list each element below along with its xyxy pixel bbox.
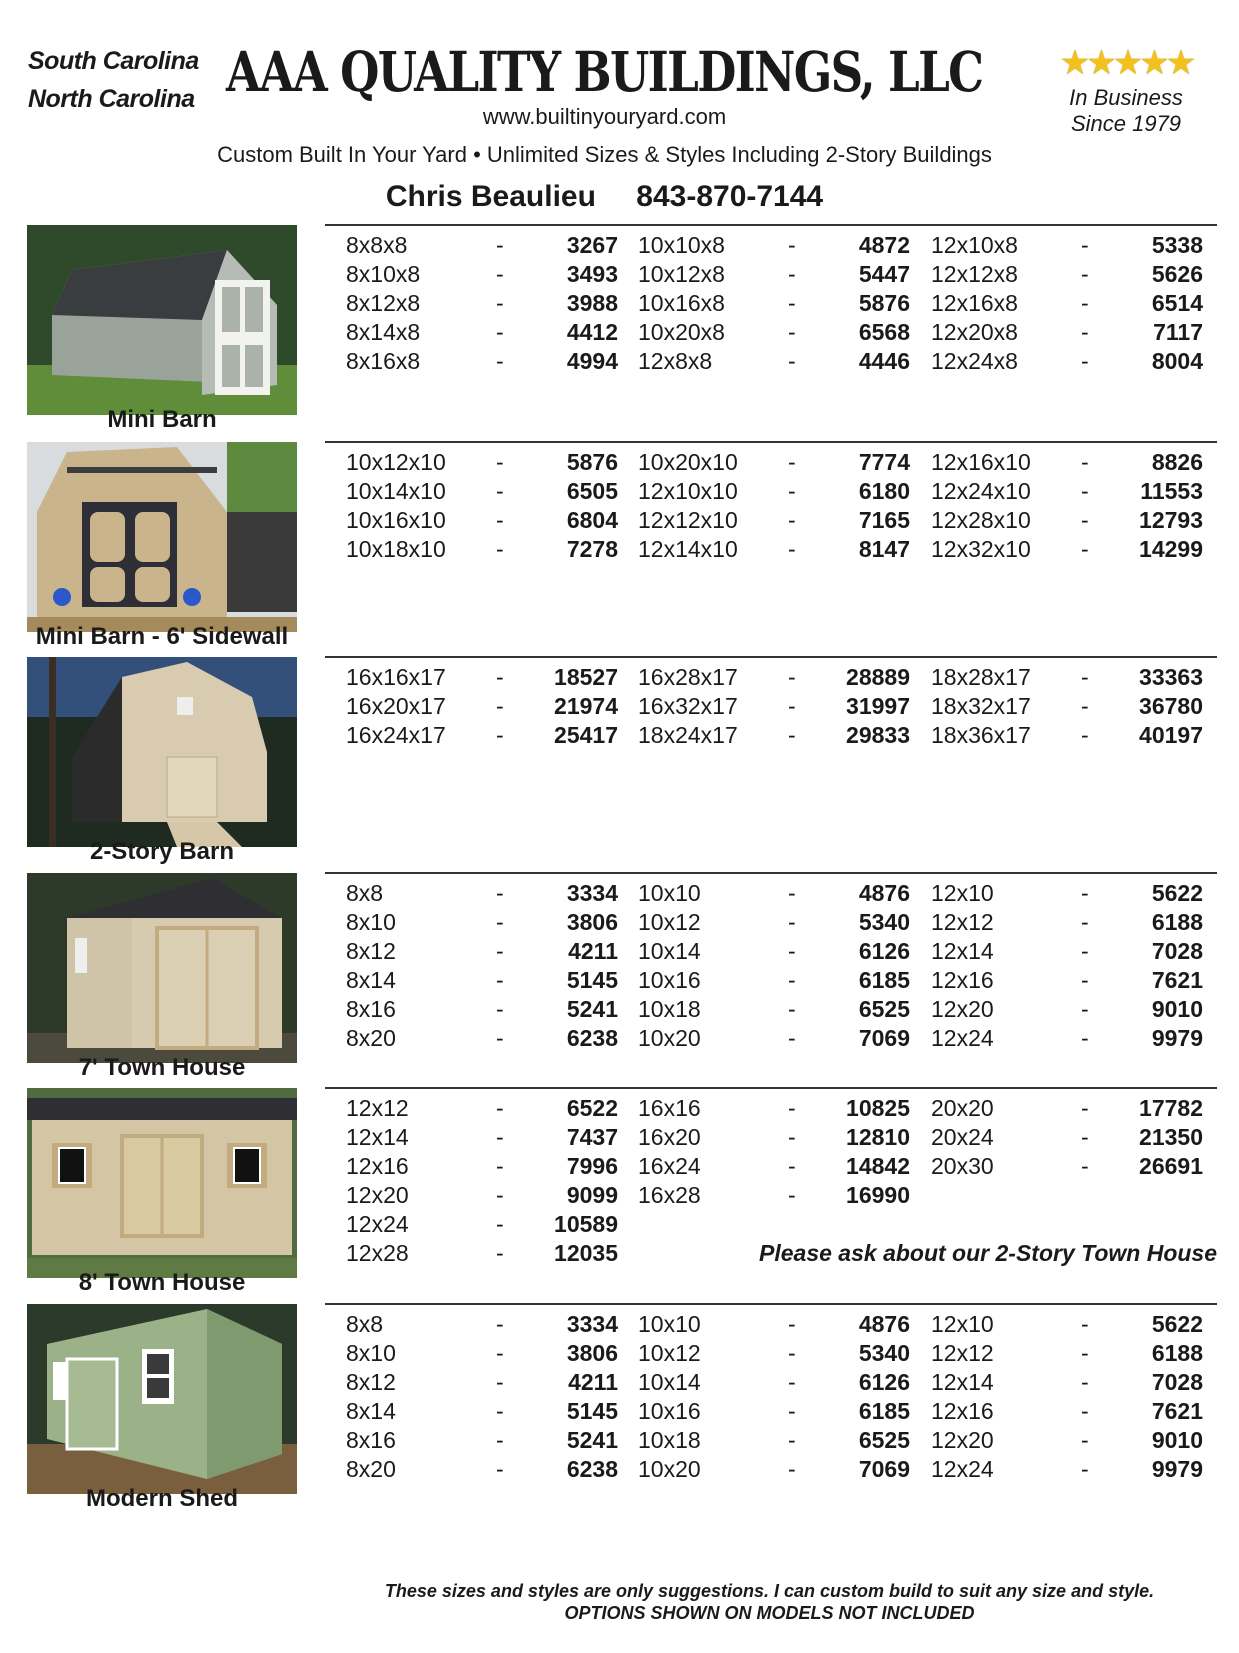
size-label: 12x16x8	[931, 290, 1018, 316]
size-label: 12x16	[931, 1398, 994, 1424]
price-value: 28889	[846, 664, 910, 690]
price-value: 6514	[1151, 290, 1203, 316]
size-label: 10x12x10	[346, 449, 446, 475]
price-value: 4876	[858, 880, 910, 906]
size-label: 10x16	[638, 1398, 701, 1424]
price-value: 6126	[858, 938, 910, 964]
price-value: 11553	[1140, 478, 1203, 504]
separator-dash: -	[1081, 507, 1089, 533]
separator-dash: -	[496, 1182, 504, 1208]
separator-dash: -	[788, 1311, 796, 1337]
price-value: 6505	[566, 478, 618, 504]
size-label: 8x12	[346, 938, 396, 964]
size-label: 12x20	[931, 996, 994, 1022]
separator-dash: -	[1081, 996, 1089, 1022]
price-value: 7117	[1153, 319, 1203, 345]
price-value: 8004	[1151, 348, 1203, 374]
size-label: 8x20	[346, 1456, 396, 1482]
size-label: 12x16	[346, 1153, 409, 1179]
size-label: 12x14x10	[638, 536, 738, 562]
size-label: 12x12x10	[638, 507, 738, 533]
size-label: 12x16x10	[931, 449, 1031, 475]
building-photo	[27, 442, 297, 632]
price-value: 6185	[858, 967, 910, 993]
state-south-carolina: South Carolina	[28, 47, 199, 75]
size-label: 10x14	[638, 1369, 701, 1395]
size-label: 12x20x8	[931, 319, 1018, 345]
price-value: 3806	[566, 1340, 618, 1366]
price-value: 6126	[858, 1369, 910, 1395]
badge-line-1: In Business	[1069, 85, 1183, 110]
separator-dash: -	[788, 319, 796, 345]
price-value: 9979	[1151, 1456, 1203, 1482]
separator-dash: -	[1081, 909, 1089, 935]
size-label: 12x20	[346, 1182, 409, 1208]
separator-dash: -	[496, 290, 504, 316]
size-label: 10x12x8	[638, 261, 725, 287]
price-value: 3806	[566, 909, 618, 935]
size-label: 16x24x17	[346, 722, 446, 748]
size-label: 12x8x8	[638, 348, 713, 374]
separator-dash: -	[496, 507, 504, 533]
price-value: 26691	[1139, 1153, 1203, 1179]
size-label: 12x32x10	[931, 536, 1031, 562]
size-label: 12x10x8	[931, 232, 1018, 258]
separator-dash: -	[1081, 348, 1089, 374]
separator-dash: -	[1081, 536, 1089, 562]
separator-dash: -	[788, 1456, 796, 1482]
separator-dash: -	[788, 507, 796, 533]
price-value: 4876	[858, 1311, 910, 1337]
size-label: 8x20	[346, 1025, 396, 1051]
separator-dash: -	[496, 1095, 504, 1121]
separator-dash: -	[788, 1369, 796, 1395]
price-value: 6522	[566, 1095, 618, 1121]
size-label: 10x10	[638, 880, 701, 906]
separator-dash: -	[496, 1153, 504, 1179]
price-value: 5340	[858, 909, 910, 935]
price-value: 6238	[566, 1456, 618, 1482]
separator-dash: -	[496, 1311, 504, 1337]
separator-dash: -	[1081, 1124, 1089, 1150]
separator-dash: -	[788, 261, 796, 287]
price-value: 6525	[858, 1427, 910, 1453]
price-value: 21974	[554, 693, 618, 719]
separator-dash: -	[1081, 1153, 1089, 1179]
price-value: 3334	[566, 880, 618, 906]
price-value: 9010	[1151, 1427, 1203, 1453]
size-label: 8x14	[346, 967, 396, 993]
separator-dash: -	[496, 319, 504, 345]
building-style-caption: Mini Barn - 6' Sidewall	[35, 623, 289, 650]
price-value: 5145	[566, 1398, 618, 1424]
price-value: 6180	[858, 478, 910, 504]
price-value: 7028	[1151, 1369, 1203, 1395]
size-label: 10x20	[638, 1025, 701, 1051]
price-value: 6188	[1151, 909, 1203, 935]
separator-dash: -	[1081, 938, 1089, 964]
size-label: 10x14	[638, 938, 701, 964]
price-value: 7278	[566, 536, 618, 562]
size-label: 10x14x10	[346, 478, 446, 504]
size-label: 16x16x17	[346, 664, 446, 690]
state-north-carolina: North Carolina	[28, 85, 195, 113]
size-label: 16x20	[638, 1124, 701, 1150]
building-style-caption: 8' Town House	[78, 1269, 246, 1296]
separator-dash: -	[496, 261, 504, 287]
price-value: 29833	[846, 722, 910, 748]
five-star-rating-icon: ★★★★★	[1059, 44, 1193, 82]
separator-dash: -	[1081, 1025, 1089, 1051]
section-divider	[325, 872, 1217, 874]
size-label: 10x20	[638, 1456, 701, 1482]
size-label: 8x12	[346, 1369, 396, 1395]
size-label: 12x14	[346, 1124, 409, 1150]
separator-dash: -	[496, 722, 504, 748]
price-value: 21350	[1139, 1124, 1203, 1150]
size-label: 10x18x10	[346, 536, 446, 562]
price-value: 5447	[858, 261, 910, 287]
size-label: 10x16x10	[346, 507, 446, 533]
section-divider	[325, 1303, 1217, 1305]
size-label: 12x28	[346, 1240, 409, 1266]
price-value: 5622	[1151, 1311, 1203, 1337]
price-value: 31997	[846, 693, 910, 719]
separator-dash: -	[1081, 664, 1089, 690]
size-label: 18x32x17	[931, 693, 1031, 719]
size-label: 8x10	[346, 1340, 396, 1366]
size-label: 12x16	[931, 967, 994, 993]
size-label: 10x20x8	[638, 319, 725, 345]
contact-line	[0, 180, 1239, 214]
two-story-town-house-note: Please ask about our 2-Story Town House	[759, 1240, 1217, 1266]
separator-dash: -	[496, 348, 504, 374]
building-photo	[27, 873, 297, 1063]
size-label: 12x24	[346, 1211, 409, 1237]
size-label: 8x14	[346, 1398, 396, 1424]
separator-dash: -	[496, 880, 504, 906]
separator-dash: -	[788, 1398, 796, 1424]
price-value: 7996	[566, 1153, 618, 1179]
price-value: 7621	[1151, 967, 1203, 993]
price-value: 17782	[1139, 1095, 1203, 1121]
price-value: 5241	[566, 996, 618, 1022]
price-value: 6804	[566, 507, 618, 533]
price-value: 3267	[566, 232, 618, 258]
size-label: 10x18	[638, 996, 701, 1022]
size-label: 12x14	[931, 938, 994, 964]
separator-dash: -	[1081, 290, 1089, 316]
separator-dash: -	[1081, 1456, 1089, 1482]
building-style-caption: 7' Town House	[78, 1054, 246, 1081]
size-label: 8x10x8	[346, 261, 421, 287]
size-label: 16x28	[638, 1182, 701, 1208]
price-value: 4211	[568, 938, 618, 964]
price-value: 5241	[566, 1427, 618, 1453]
separator-dash: -	[496, 967, 504, 993]
tagline: Custom Built In Your Yard • Unlimited Sizes & Styles Including 2-Story Buildings	[217, 142, 992, 167]
price-value: 4211	[568, 1369, 618, 1395]
price-value: 6185	[858, 1398, 910, 1424]
price-value: 8826	[1151, 449, 1203, 475]
separator-dash: -	[1081, 693, 1089, 719]
separator-dash: -	[1081, 1095, 1089, 1121]
size-label: 16x32x17	[638, 693, 738, 719]
building-photo	[27, 1304, 297, 1494]
building-style-caption: Mini Barn	[107, 406, 217, 433]
separator-dash: -	[1081, 1398, 1089, 1424]
separator-dash: -	[496, 536, 504, 562]
size-label: 12x28x10	[931, 507, 1031, 533]
size-label: 12x24x10	[931, 478, 1031, 504]
separator-dash: -	[1081, 1369, 1089, 1395]
price-value: 16990	[846, 1182, 910, 1208]
price-value: 9979	[1151, 1025, 1203, 1051]
price-value: 9010	[1151, 996, 1203, 1022]
size-label: 12x24	[931, 1456, 994, 1482]
price-value: 10589	[554, 1211, 618, 1237]
size-label: 20x24	[931, 1124, 994, 1150]
separator-dash: -	[788, 938, 796, 964]
price-value: 36780	[1139, 693, 1203, 719]
size-label: 8x10	[346, 909, 396, 935]
contact-name: Chris Beaulieu	[385, 180, 596, 213]
separator-dash: -	[788, 1153, 796, 1179]
size-label: 16x20x17	[346, 693, 446, 719]
size-label: 16x16	[638, 1095, 701, 1121]
price-value: 5876	[858, 290, 910, 316]
size-label: 12x24	[931, 1025, 994, 1051]
size-label: 10x16x8	[638, 290, 725, 316]
footer-disclaimer	[300, 1580, 1239, 1624]
building-photo	[27, 1088, 297, 1278]
size-label: 18x36x17	[931, 722, 1031, 748]
price-value: 4994	[566, 348, 618, 374]
separator-dash: -	[788, 232, 796, 258]
price-value: 18527	[554, 664, 618, 690]
in-business-badge	[1046, 46, 1206, 138]
price-value: 7069	[858, 1025, 910, 1051]
size-label: 20x30	[931, 1153, 994, 1179]
size-label: 18x24x17	[638, 722, 738, 748]
size-label: 8x16x8	[346, 348, 421, 374]
size-label: 8x16	[346, 1427, 396, 1453]
building-photo	[27, 657, 297, 847]
website-link[interactable]: www.builtinyouryard.com	[482, 104, 727, 129]
price-value: 5622	[1151, 880, 1203, 906]
badge-line-2: Since 1979	[1070, 111, 1182, 136]
size-label: 18x28x17	[931, 664, 1031, 690]
separator-dash: -	[496, 232, 504, 258]
price-value: 3334	[566, 1311, 618, 1337]
separator-dash: -	[788, 348, 796, 374]
size-label: 10x10	[638, 1311, 701, 1337]
separator-dash: -	[788, 722, 796, 748]
section-divider	[325, 656, 1217, 658]
building-photo	[27, 225, 297, 415]
separator-dash: -	[1081, 449, 1089, 475]
separator-dash: -	[496, 1369, 504, 1395]
separator-dash: -	[788, 1095, 796, 1121]
size-label: 12x10	[931, 880, 994, 906]
size-label: 8x14x8	[346, 319, 421, 345]
price-value: 4872	[858, 232, 910, 258]
separator-dash: -	[788, 1340, 796, 1366]
size-label: 8x12x8	[346, 290, 421, 316]
size-label: 12x14	[931, 1369, 994, 1395]
separator-dash: -	[496, 1124, 504, 1150]
separator-dash: -	[788, 693, 796, 719]
size-label: 12x12	[931, 909, 994, 935]
size-label: 10x16	[638, 967, 701, 993]
separator-dash: -	[496, 938, 504, 964]
separator-dash: -	[496, 1025, 504, 1051]
size-label: 16x28x17	[638, 664, 738, 690]
separator-dash: -	[1081, 1311, 1089, 1337]
separator-dash: -	[788, 967, 796, 993]
size-label: 12x12	[346, 1095, 409, 1121]
price-value: 14842	[846, 1153, 910, 1179]
separator-dash: -	[788, 1025, 796, 1051]
price-value: 25417	[554, 722, 618, 748]
separator-dash: -	[788, 1182, 796, 1208]
price-value: 12793	[1139, 507, 1203, 533]
size-label: 10x10x8	[638, 232, 725, 258]
size-label: 16x24	[638, 1153, 701, 1179]
separator-dash: -	[496, 1427, 504, 1453]
size-label: 8x8	[346, 880, 384, 906]
separator-dash: -	[788, 449, 796, 475]
separator-dash: -	[1081, 880, 1089, 906]
price-value: 10825	[846, 1095, 910, 1121]
price-value: 3493	[566, 261, 618, 287]
footer-line-1: These sizes and styles are only suggestions. I can custom build to suit any size and style.	[384, 1581, 1155, 1601]
size-label: 10x12	[638, 909, 701, 935]
building-style-caption: 2-Story Barn	[89, 838, 235, 865]
size-label: 8x8	[346, 1311, 384, 1337]
footer-line-2: OPTIONS SHOWN ON MODELS NOT INCLUDED	[564, 1603, 975, 1623]
price-value: 6238	[566, 1025, 618, 1051]
separator-dash: -	[788, 880, 796, 906]
size-label: 12x12x8	[931, 261, 1018, 287]
size-label: 12x10	[931, 1311, 994, 1337]
price-value: 7028	[1151, 938, 1203, 964]
separator-dash: -	[788, 290, 796, 316]
separator-dash: -	[496, 664, 504, 690]
price-value: 7774	[858, 449, 910, 475]
company-name: AAA QUALITY BUILDINGS, LLC	[226, 39, 983, 104]
price-value: 14299	[1139, 536, 1203, 562]
separator-dash: -	[1081, 261, 1089, 287]
size-label: 12x12	[931, 1340, 994, 1366]
separator-dash: -	[496, 996, 504, 1022]
price-value: 5338	[1151, 232, 1203, 258]
size-label: 10x18	[638, 1427, 701, 1453]
price-value: 40197	[1139, 722, 1203, 748]
building-style-caption: Modern Shed	[85, 1485, 238, 1512]
separator-dash: -	[496, 1211, 504, 1237]
separator-dash: -	[496, 449, 504, 475]
price-value: 4412	[566, 319, 618, 345]
size-label: 12x24x8	[931, 348, 1018, 374]
price-value: 5876	[566, 449, 618, 475]
price-value: 3988	[566, 290, 618, 316]
size-label: 8x16	[346, 996, 396, 1022]
size-label: 12x20	[931, 1427, 994, 1453]
price-value: 6525	[858, 996, 910, 1022]
separator-dash: -	[1081, 722, 1089, 748]
price-value: 9099	[566, 1182, 618, 1208]
separator-dash: -	[496, 478, 504, 504]
separator-dash: -	[1081, 1427, 1089, 1453]
size-label: 8x8x8	[346, 232, 408, 258]
separator-dash: -	[788, 996, 796, 1022]
section-divider	[325, 441, 1217, 443]
section-divider	[325, 1087, 1217, 1089]
separator-dash: -	[496, 909, 504, 935]
separator-dash: -	[788, 536, 796, 562]
price-value: 5145	[566, 967, 618, 993]
separator-dash: -	[496, 1240, 504, 1266]
separator-dash: -	[788, 664, 796, 690]
price-value: 7437	[566, 1124, 618, 1150]
size-label: 10x12	[638, 1340, 701, 1366]
separator-dash: -	[788, 909, 796, 935]
price-value: 4446	[858, 348, 910, 374]
separator-dash: -	[1081, 319, 1089, 345]
price-value: 7165	[858, 507, 910, 533]
separator-dash: -	[1081, 232, 1089, 258]
separator-dash: -	[788, 1124, 796, 1150]
price-value: 12035	[554, 1240, 618, 1266]
section-divider	[325, 224, 1217, 226]
size-label: 20x20	[931, 1095, 994, 1121]
price-value: 12810	[846, 1124, 910, 1150]
size-label: 10x20x10	[638, 449, 738, 475]
price-value: 33363	[1139, 664, 1203, 690]
price-value: 5626	[1151, 261, 1203, 287]
price-value: 8147	[858, 536, 910, 562]
separator-dash: -	[1081, 967, 1089, 993]
separator-dash: -	[788, 1427, 796, 1453]
price-value: 7621	[1151, 1398, 1203, 1424]
separator-dash: -	[788, 478, 796, 504]
phone-number[interactable]: 843-870-7144	[636, 180, 824, 213]
separator-dash: -	[496, 693, 504, 719]
price-value: 6568	[858, 319, 910, 345]
price-value: 5340	[858, 1340, 910, 1366]
price-value: 6188	[1151, 1340, 1203, 1366]
price-value: 7069	[858, 1456, 910, 1482]
separator-dash: -	[496, 1340, 504, 1366]
separator-dash: -	[1081, 1340, 1089, 1366]
separator-dash: -	[496, 1456, 504, 1482]
separator-dash: -	[496, 1398, 504, 1424]
separator-dash: -	[1081, 478, 1089, 504]
size-label: 12x10x10	[638, 478, 738, 504]
